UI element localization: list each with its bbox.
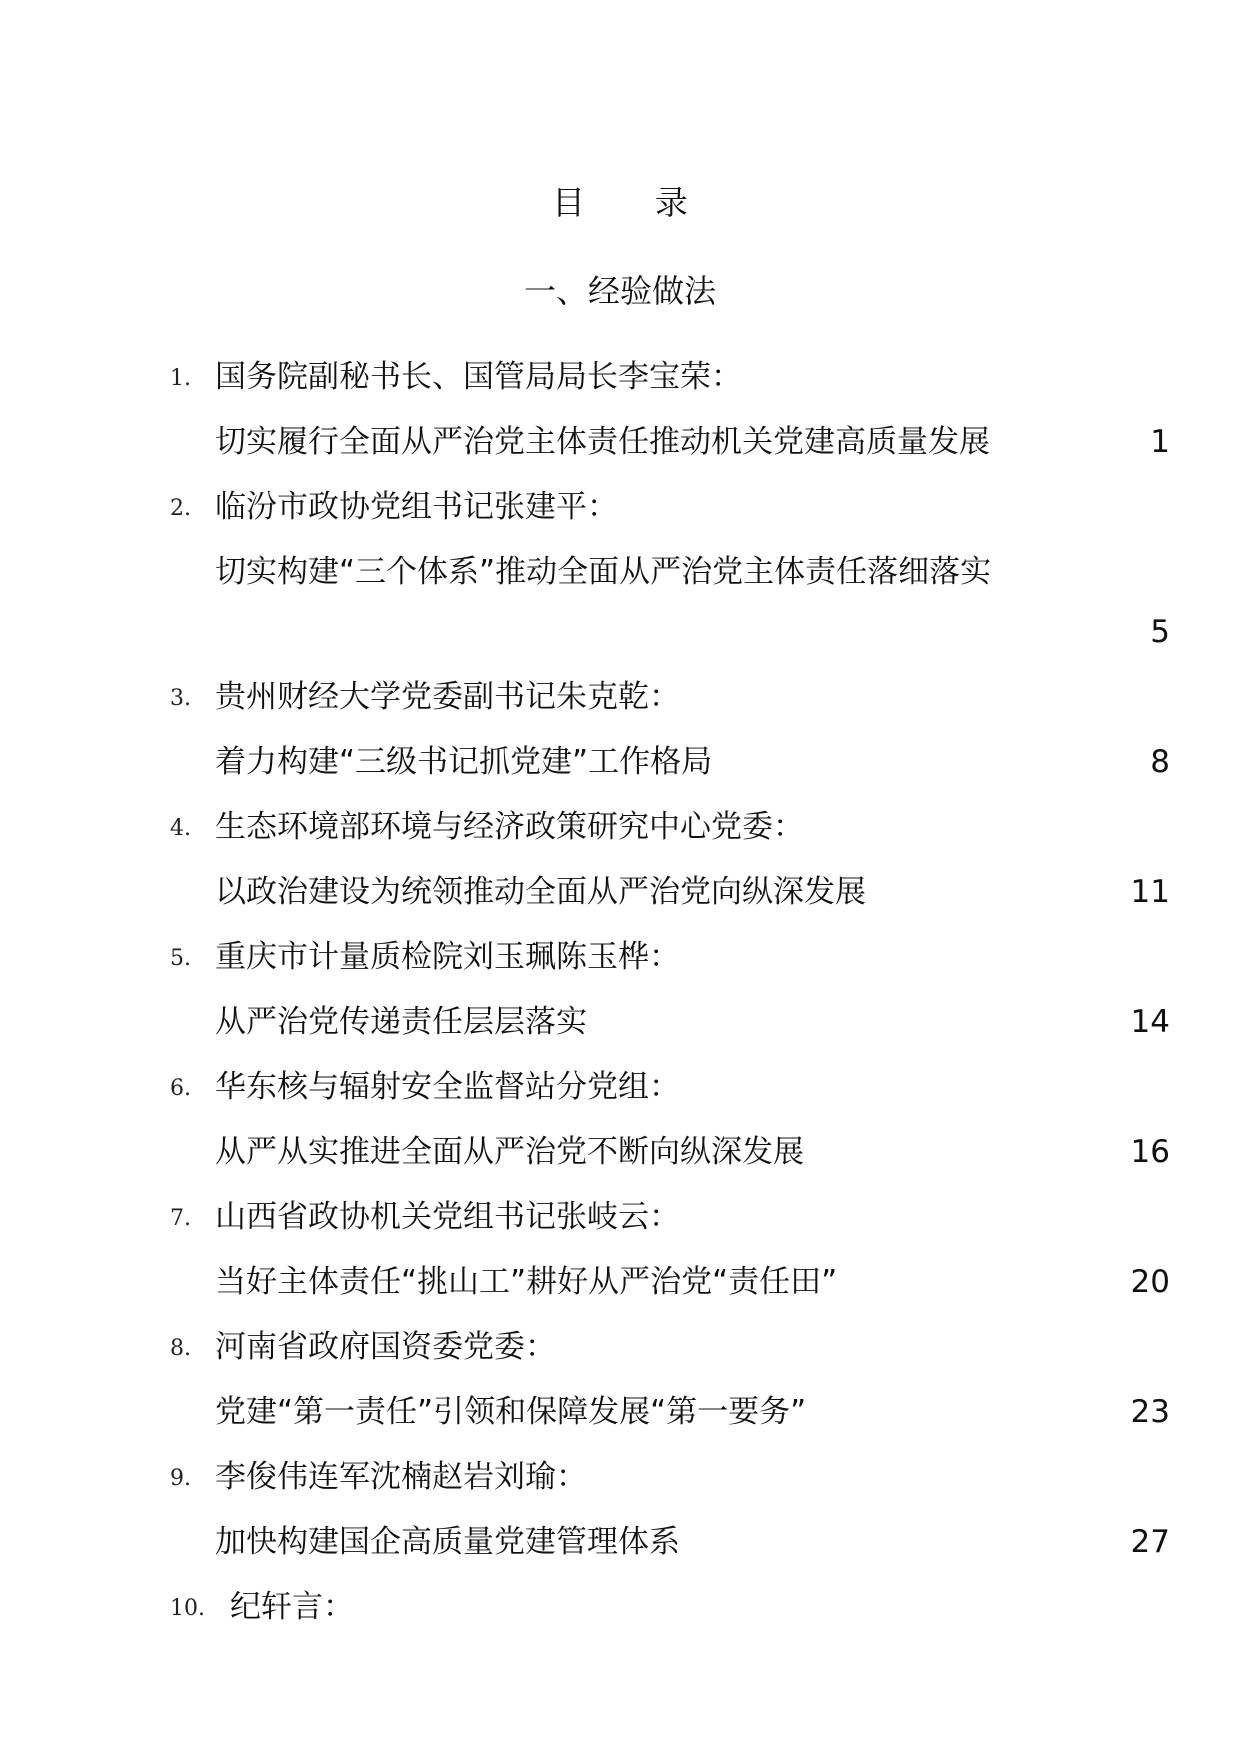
entry-number: 3. [170, 686, 191, 711]
entry-title: 切实履行全面从严治党主体责任推动机关党建高质量发展 [215, 424, 990, 460]
entry-page: 8 [1150, 744, 1170, 780]
entry-number: 9. [170, 1466, 191, 1491]
entry-page: 1 [1150, 424, 1170, 460]
entry-page: 16 [1130, 1134, 1170, 1170]
section-title: 一、经验做法 [523, 272, 716, 310]
toc-entry-9[interactable] [0, 1447, 1240, 1577]
entry-title: 当好主体责任“挑山工”耕好从严治党“责任田” [215, 1264, 838, 1300]
entry-page: 5 [1150, 614, 1170, 650]
toc-entry-2[interactable] [0, 477, 1240, 667]
entry-number: 10. [170, 1596, 205, 1621]
entry-number: 8. [170, 1336, 191, 1361]
entry-author: 国务院副秘书长、国管局局长李宝荣： [215, 359, 742, 395]
entry-author: 华东核与辐射安全监督站分党组： [215, 1069, 680, 1105]
entry-number: 1. [170, 366, 191, 391]
entry-author: 李俊伟连军沈楠赵岩刘瑜： [215, 1459, 587, 1495]
entry-author: 临汾市政协党组书记张建平： [215, 489, 618, 525]
entry-number: 6. [170, 1076, 191, 1101]
entry-number: 4. [170, 816, 191, 841]
entry-title: 加快构建国企高质量党建管理体系 [215, 1524, 680, 1560]
entry-title: 从严治党传递责任层层落实 [215, 1004, 587, 1040]
entry-title: 着力构建“三级书记抓党建”工作格局 [215, 744, 713, 780]
toc-entry-10[interactable] [0, 1577, 1240, 1647]
entry-title: 切实构建“三个体系”推动全面从严治党主体责任落细落实 [215, 554, 992, 590]
entry-author: 河南省政府国资委党委： [215, 1329, 556, 1365]
entry-page: 27 [1130, 1524, 1170, 1560]
entry-title: 党建“第一责任”引领和保障发展“第一要务” [215, 1394, 807, 1430]
page-title: 目 录 [552, 183, 718, 222]
entry-author: 山西省政协机关党组书记张岐云： [215, 1199, 680, 1235]
entry-page: 11 [1130, 874, 1170, 910]
entry-number: 2. [170, 496, 191, 521]
entry-page: 14 [1130, 1004, 1170, 1040]
entry-author: 纪轩言： [230, 1589, 354, 1625]
toc-entry-6[interactable] [0, 1057, 1240, 1187]
toc-entry-4[interactable] [0, 797, 1240, 927]
entry-number: 5. [170, 946, 191, 971]
entry-page: 23 [1130, 1394, 1170, 1430]
toc-entry-8[interactable] [0, 1317, 1240, 1447]
toc-entry-7[interactable] [0, 1187, 1240, 1317]
entry-author: 贵州财经大学党委副书记朱克乾： [215, 679, 680, 715]
entry-number: 7. [170, 1206, 191, 1231]
entry-title: 从严从实推进全面从严治党不断向纵深发展 [215, 1134, 804, 1170]
entry-author: 重庆市计量质检院刘玉珮陈玉桦： [215, 939, 680, 975]
entry-page: 20 [1130, 1264, 1170, 1300]
entry-title: 以政治建设为统领推动全面从严治党向纵深发展 [215, 874, 866, 910]
toc-entry-1[interactable] [0, 347, 1240, 477]
entry-author: 生态环境部环境与经济政策研究中心党委： [215, 809, 804, 845]
toc-entry-3[interactable] [0, 667, 1240, 797]
toc-entry-5[interactable] [0, 927, 1240, 1057]
